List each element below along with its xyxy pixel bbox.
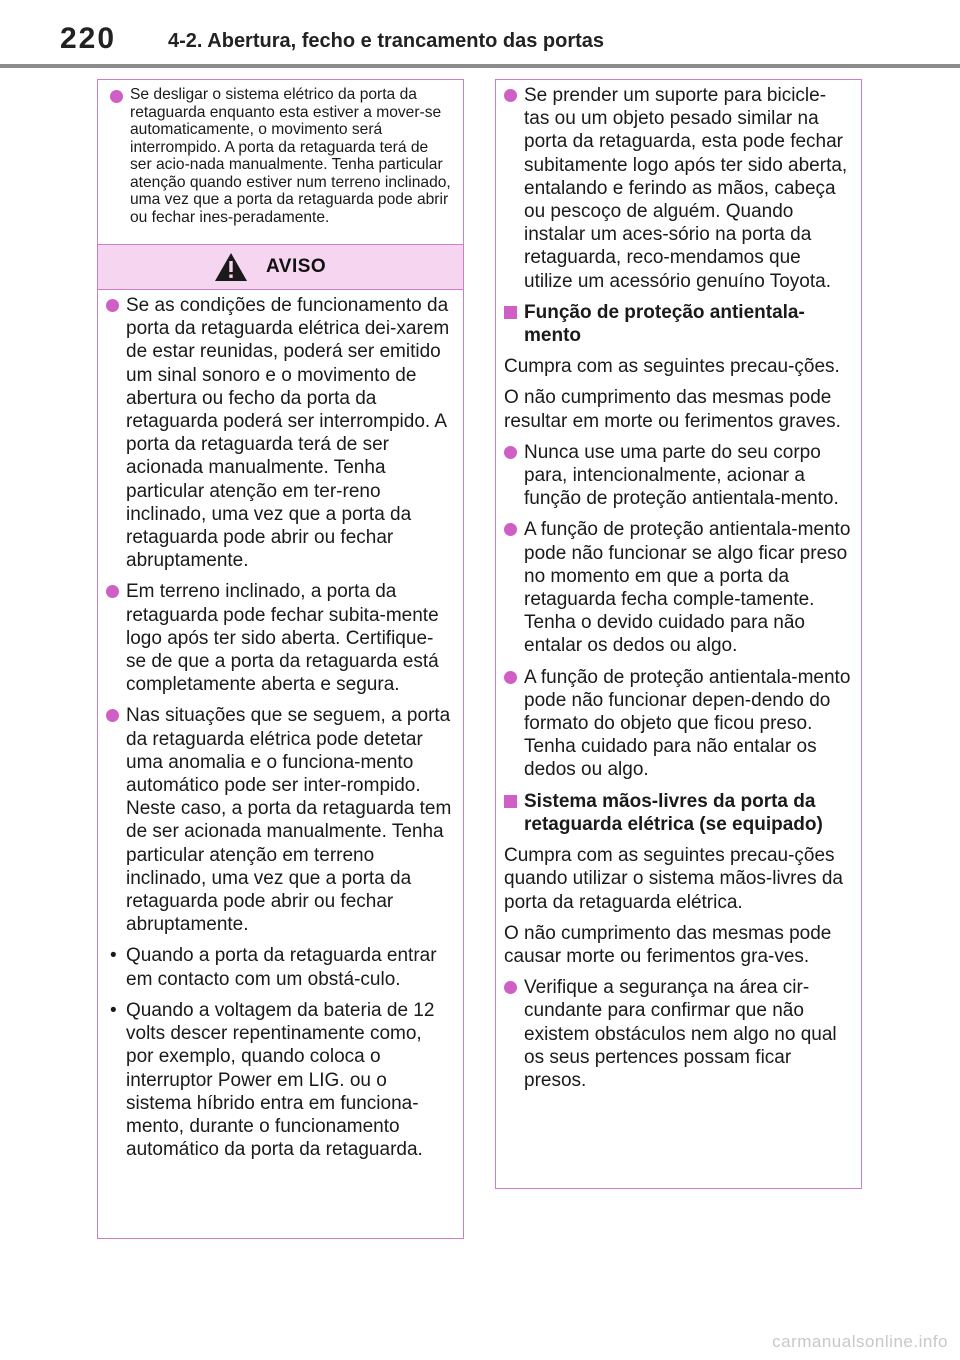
- list-item-text: Se as condições de funcionamento da porta da retaguarda elétrica dei-xarem de estar reunidas, poderá ser emitido um sinal sonoro e o movimento de abertura ou fecho da porta da retaguarda poderá ser interrompido. A porta da retaguarda terá de ser acionada manualmente. Tenha particular atenção em ter-reno inclinado, uma vez que a porta da retaguarda pode abrir ou fechar abruptamente.: [126, 295, 450, 572]
- list-item: [502, 666, 851, 782]
- list-item: [502, 441, 851, 511]
- bullet-icon: [106, 709, 119, 722]
- list-item: [104, 294, 453, 572]
- list-item-text: Se prender um suporte para bicicle-tas ou um objeto pesado similar na porta da retaguarda, esta pode fechar subitamente logo após ter sido aberta, entalando e ferindo as mãos, cabeça ou pescoço de alguém. Quando instalar um aces-sório na porta da retaguarda, reco-mendamos que utilize um acessório genuíno Toyota.: [524, 85, 848, 292]
- bullet-icon: [106, 585, 119, 598]
- warning-triangle-icon: [214, 252, 248, 282]
- right-content: [496, 80, 861, 1092]
- page-header: [0, 0, 960, 70]
- section-title: 4-2. Abertura, fecho e trancamento das portas: [168, 30, 605, 52]
- sub-list-item-text: Quando a voltagem da bateria de 12 volts descer repentinamente como, por exemplo, quando coloca o interruptor Power em LIG. ou o sistema híbrido entra em funciona-mento, durante o funcionamento automático da porta da retaguarda.: [126, 999, 435, 1161]
- paragraph: Cumpra com as seguintes precau-ções quando utilizar o sistema mãos-livres da porta da retaguarda elétrica.: [504, 845, 843, 913]
- section-heading-text: Função de proteção antientala-mento: [524, 301, 805, 347]
- watermark: carmanualsonline.info: [772, 1332, 948, 1351]
- page-number: 220: [60, 22, 117, 55]
- warning-label: AVISO: [266, 256, 327, 277]
- section-heading: [502, 790, 851, 836]
- list-item: [502, 976, 851, 1092]
- paragraph: O não cumprimento das mesmas pode causar morte ou ferimentos gra-ves.: [504, 922, 832, 967]
- bullet-icon: [106, 299, 119, 312]
- sub-list-item-text: Quando a porta da retaguarda entrar em contacto com um obstá-culo.: [126, 945, 437, 990]
- header-divider: [0, 64, 960, 68]
- bullet-icon: [110, 90, 123, 103]
- right-warning-box: [495, 79, 862, 1189]
- bullet-icon: [504, 446, 517, 459]
- bullet-icon: [504, 523, 517, 536]
- list-item-text: A função de proteção antientala-mento pode não funcionar depen-dendo do formato do objeto que ficou preso. Tenha cuidado para não entalar os dedos ou algo.: [524, 666, 851, 781]
- warning-header: [98, 244, 463, 290]
- list-item: [104, 704, 453, 936]
- square-bullet-icon: [504, 795, 517, 808]
- list-item-text: Verifique a segurança na área cir-cundante para confirmar que não existem obstáculos nem algo no qual os seus pertences possam ficar presos.: [524, 977, 837, 1091]
- dot-bullet-icon: •: [110, 945, 117, 967]
- list-item-text: Nas situações que se seguem, a porta da retaguarda elétrica pode detetar uma anomalia e o funciona-mento automático pode ser inter-rompido. Neste caso, a porta da retaguarda tem de ser acionada manualmente. Tenha particular atenção em terreno inclinado, uma vez que a porta da retaguarda pode abrir ou fechar abruptamente.: [126, 705, 452, 936]
- section-heading-text: Sistema mãos-livres da porta da retaguarda elétrica (se equipado): [524, 790, 823, 835]
- sub-list-item: [104, 999, 453, 1161]
- list-item: [502, 84, 851, 293]
- notice-item: [108, 86, 453, 226]
- warning-content: [98, 290, 463, 1161]
- bullet-icon: [504, 671, 517, 684]
- left-warning-box: [97, 79, 464, 1239]
- list-item-text: Em terreno inclinado, a porta da retaguarda pode fechar subita-mente logo após ter sido aberta. Certifique-se de que a porta da retaguarda está completamente aberta e segura.: [126, 581, 439, 696]
- list-item-text: Nunca use uma parte do seu corpo para, intencionalmente, acionar a função de proteção antientala-mento.: [524, 441, 839, 510]
- list-item-text: A função de proteção antientala-mento pode não funcionar se algo ficar preso no momento em que a porta da retaguarda fecha comple-tamente. Tenha o devido cuidado para não entalar os dedos ou algo.: [524, 519, 851, 657]
- paragraph: O não cumprimento das mesmas pode resultar em morte ou ferimentos graves.: [504, 387, 841, 432]
- paragraph: Cumpra com as seguintes precau-ções.: [504, 356, 840, 378]
- list-item: [104, 580, 453, 696]
- square-bullet-icon: [504, 306, 517, 319]
- notice-item-text: Se desligar o sistema elétrico da porta da retaguarda enquanto esta estiver a mover-se automaticamente, o movimento será interrompido. A porta da retaguarda terá de ser acio-nada manualmente. Tenha particular atenção quando estiver num terreno inclinado, uma vez que a porta da retaguarda pode abrir ou fechar ines-peradamente.: [130, 86, 451, 226]
- list-item: [502, 518, 851, 657]
- dot-bullet-icon: •: [110, 999, 117, 1021]
- section-heading: [502, 301, 851, 347]
- bullet-icon: [504, 981, 517, 994]
- notice-section: [98, 80, 463, 244]
- sub-list-item: [104, 944, 453, 990]
- bullet-icon: [504, 89, 517, 102]
